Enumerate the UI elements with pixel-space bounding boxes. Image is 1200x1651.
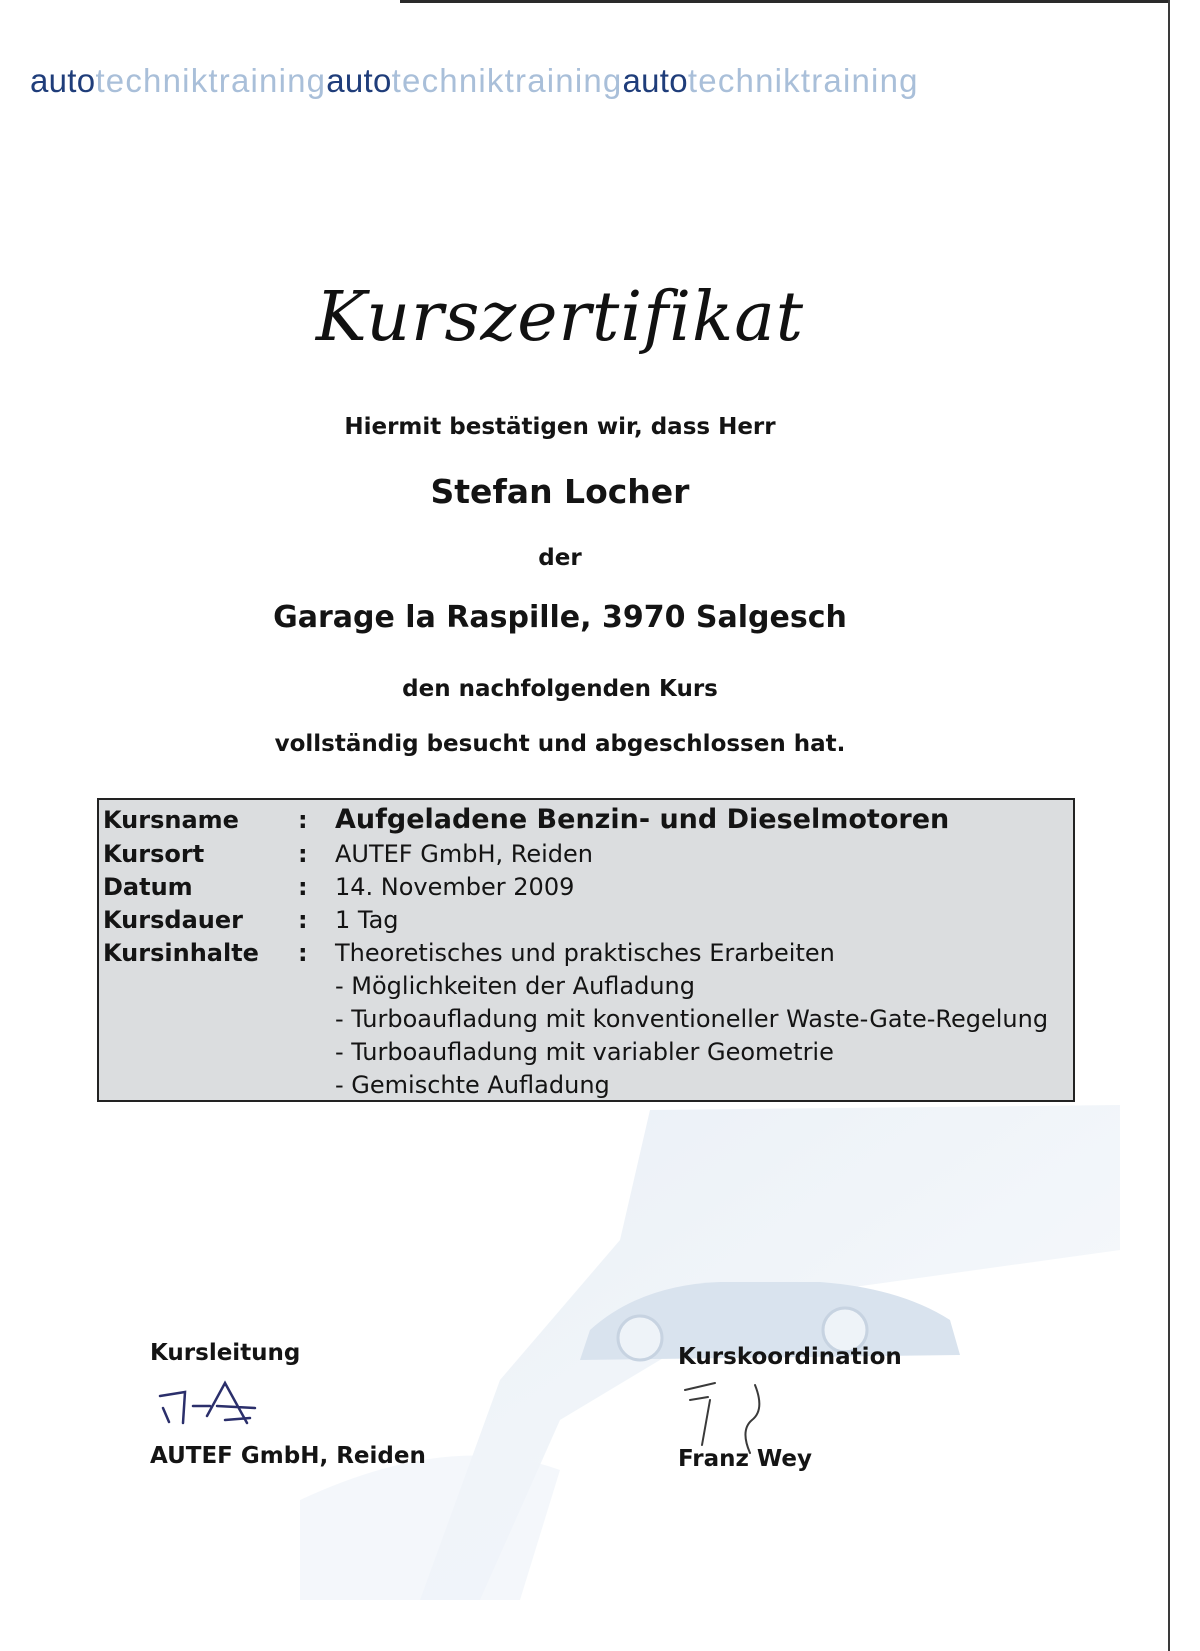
detail-key: Datum — [103, 873, 193, 901]
signature-name-left: AUTEF GmbH, Reiden — [150, 1443, 426, 1469]
detail-key: Kursdauer — [103, 906, 243, 934]
signature-name-right: Franz Wey — [678, 1446, 813, 1472]
certificate-title: Kurszertifikat — [315, 278, 805, 357]
signature-left-image — [155, 1378, 275, 1438]
content-item: - Turboaufladung mit variabler Geometrie — [335, 1038, 834, 1066]
detail-separator: : — [298, 806, 308, 834]
brand-rest-text: techniktraining — [391, 62, 623, 99]
detail-separator: : — [298, 906, 308, 934]
detail-separator: : — [298, 840, 308, 868]
course-text-2: vollständig besucht und abgeschlossen hat. — [274, 731, 846, 757]
content-item: - Turboaufladung mit konventioneller Waste-Gate-Regelung — [335, 1005, 1049, 1033]
connector-text: der — [538, 545, 582, 571]
detail-separator: : — [298, 873, 308, 901]
detail-key: Kursname — [103, 806, 239, 834]
signature-role-right: Kurskoordination — [678, 1344, 902, 1370]
brand-auto-text: auto — [326, 62, 392, 99]
brand-rest-text: techniktraining — [95, 62, 327, 99]
detail-key: Kursinhalte — [103, 939, 259, 967]
detail-value: 14. November 2009 — [335, 873, 575, 901]
detail-separator: : — [298, 939, 308, 967]
detail-key: Kursort — [103, 840, 205, 868]
content-item: - Möglichkeiten der Aufladung — [335, 972, 695, 1000]
brand-header-strip — [30, 62, 919, 100]
person-name: Stefan Locher — [430, 472, 690, 511]
detail-value: Theoretisches und praktisches Erarbeiten — [335, 939, 835, 967]
course-details-box — [97, 798, 1075, 1102]
brand-auto-text: auto — [30, 62, 96, 99]
signature-role-left: Kursleitung — [150, 1340, 301, 1366]
company-name: Garage la Raspille, 3970 Salgesch — [273, 600, 847, 635]
intro-text: Hiermit bestätigen wir, dass Herr — [344, 414, 776, 440]
detail-value: 1 Tag — [335, 906, 399, 934]
brand-auto-text: auto — [622, 62, 688, 99]
brand-rest-text: techniktraining — [687, 62, 919, 99]
detail-value: AUTEF GmbH, Reiden — [335, 840, 593, 868]
content-item: - Gemischte Aufladung — [335, 1071, 610, 1099]
signature-right-image — [680, 1375, 800, 1455]
detail-value: Aufgeladene Benzin- und Dieselmotoren — [335, 804, 950, 835]
course-text-1: den nachfolgenden Kurs — [402, 676, 718, 702]
